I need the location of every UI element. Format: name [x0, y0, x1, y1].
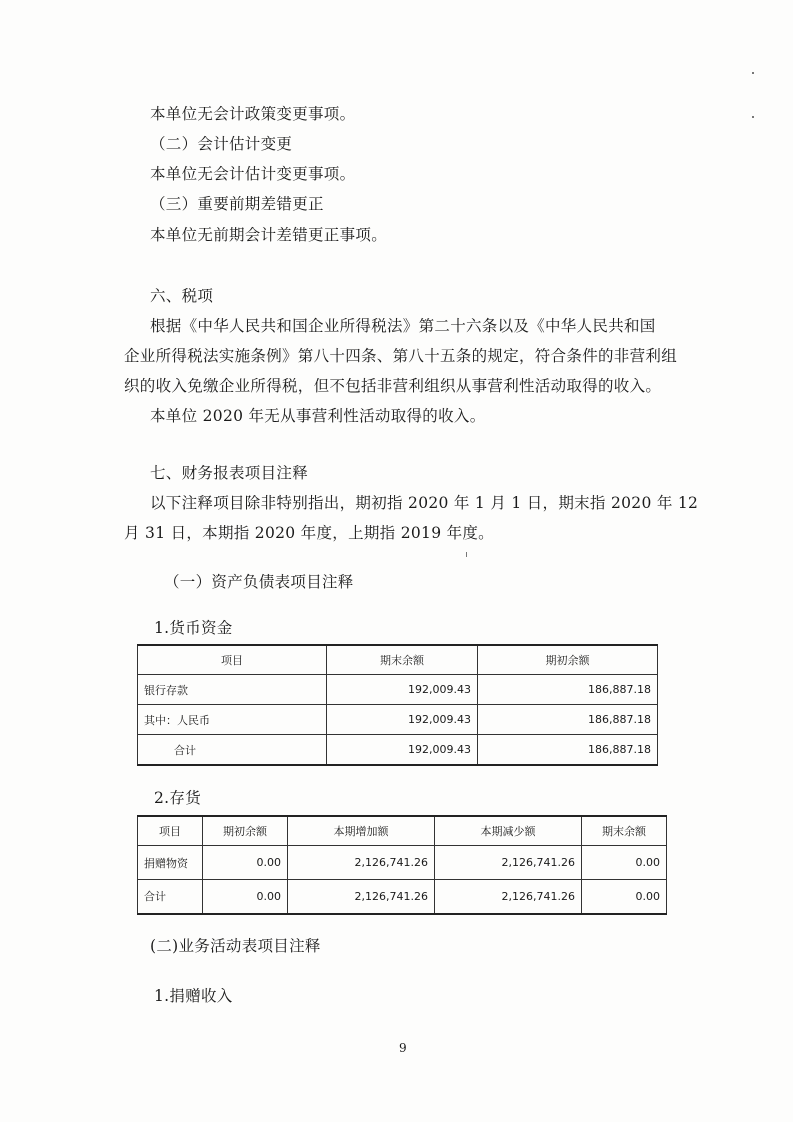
- table-row: [138, 705, 658, 735]
- tax-paragraph-line-2: 企业所得税法实施条例》第八十四条、第八十五条的规定，符合条件的非营利组: [124, 347, 678, 365]
- table-row: [138, 846, 667, 880]
- table-cell: 186,887.18: [478, 705, 658, 735]
- scan-speck: [752, 116, 754, 118]
- tax-heading: 六、税项: [150, 287, 214, 305]
- tax-paragraph-line-4: 本单位 2020 年无从事营利性活动取得的收入。: [150, 407, 486, 425]
- table-cell: 0.00: [203, 846, 288, 880]
- table-header-cell: 本期减少额: [435, 816, 582, 846]
- tax-paragraph-line-3: 织的收入免缴企业所得税，但不包括非营利组织从事营利性活动取得的收入。: [124, 377, 662, 395]
- table-header-cell: 期末余额: [582, 816, 667, 846]
- notes-heading: 七、财务报表项目注释: [150, 464, 309, 482]
- table-cell: 2,126,741.26: [435, 846, 582, 880]
- table-cell: 186,887.18: [478, 735, 658, 766]
- table-cell: 捐赠物资: [138, 846, 203, 880]
- table-cell: 2,126,741.26: [435, 880, 582, 914]
- table-cell: 192,009.43: [327, 675, 478, 705]
- table-header-row: [138, 645, 658, 675]
- inventory-table: [137, 815, 667, 915]
- estimate-change-heading: （二）会计估计变更: [150, 135, 293, 153]
- table-header-cell: 本期增加额: [288, 816, 435, 846]
- table-header-cell: 期末余额: [327, 645, 478, 675]
- table-cell: 银行存款: [138, 675, 327, 705]
- activity-notes-heading: (二)业务活动表项目注释: [150, 937, 321, 955]
- donation-income-heading: 1.捐赠收入: [154, 987, 233, 1005]
- error-correction-heading: （三）重要前期差错更正: [150, 195, 324, 213]
- table-cell: 192,009.43: [327, 735, 478, 766]
- table-cell: 186,887.18: [478, 675, 658, 705]
- table-cell: 2,126,741.26: [288, 846, 435, 880]
- table-header-cell: 期初余额: [203, 816, 288, 846]
- table-cell: 0.00: [582, 846, 667, 880]
- policy-change-text: 本单位无会计政策变更事项。: [150, 105, 356, 123]
- notes-paragraph-line-1: 以下注释项目除非特别指出，期初指 2020 年 1 月 1 日，期末指 2020 年 12: [150, 494, 699, 512]
- table-cell: 0.00: [582, 880, 667, 914]
- table-row: [138, 675, 658, 705]
- table-row: [138, 735, 658, 766]
- table-row: [138, 880, 667, 914]
- page-number: 9: [399, 1041, 407, 1055]
- table-cell: 0.00: [203, 880, 288, 914]
- table-header-cell: 项目: [138, 816, 203, 846]
- notes-paragraph-line-2: 月 31 日，本期指 2020 年度，上期指 2019 年度。: [124, 524, 494, 542]
- table-cell: 2,126,741.26: [288, 880, 435, 914]
- inventory-heading: 2.存货: [154, 789, 201, 807]
- tax-paragraph-line-1: 根据《中华人民共和国企业所得税法》第二十六条以及《中华人民共和国: [150, 317, 656, 335]
- scan-speck: [466, 552, 467, 557]
- balance-sheet-notes-heading: （一）资产负债表项目注释: [164, 573, 354, 591]
- table-header-cell: 期初余额: [478, 645, 658, 675]
- table-cell: 192,009.43: [327, 705, 478, 735]
- error-correction-text: 本单位无前期会计差错更正事项。: [150, 226, 388, 244]
- scan-speck: [752, 72, 754, 74]
- table-cell: 其中：人民币: [138, 705, 327, 735]
- table-cell: 合计: [138, 735, 327, 766]
- estimate-change-text: 本单位无会计估计变更事项。: [150, 165, 356, 183]
- table-header-row: [138, 816, 667, 846]
- table-header-cell: 项目: [138, 645, 327, 675]
- cash-table: [137, 644, 658, 766]
- cash-heading: 1.货币资金: [154, 619, 233, 637]
- table-cell: 合计: [138, 880, 203, 914]
